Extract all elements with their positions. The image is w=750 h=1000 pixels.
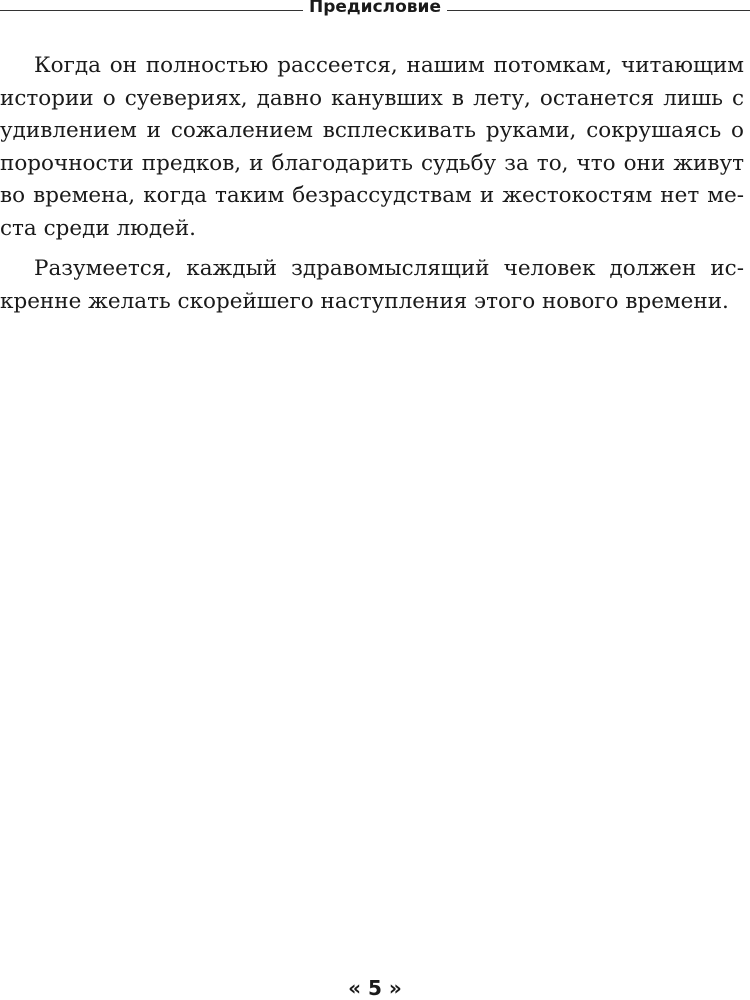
paragraph-1: Когда он полностью рассеется, нашим потомкам, читающим истории о суевериях, давно канувших в лету, останется лишь с удивлением и сожалением всплескивать руками, сокрушаясь о порочности предков, и благодарить судьбу за то, что они живут во времена, когда таким безрассудствам и жестокостям нет места среди людей. bbox=[0, 53, 744, 241]
paragraph-2: Разумеется, каждый здравомыслящий человек должен искренне желать скорейшего наступления этого нового времени. bbox=[0, 256, 744, 314]
chapter-title: Предисловие bbox=[303, 0, 447, 17]
page-body bbox=[0, 50, 744, 326]
page-number: « 5 » bbox=[348, 976, 402, 1000]
running-header bbox=[0, 0, 750, 20]
